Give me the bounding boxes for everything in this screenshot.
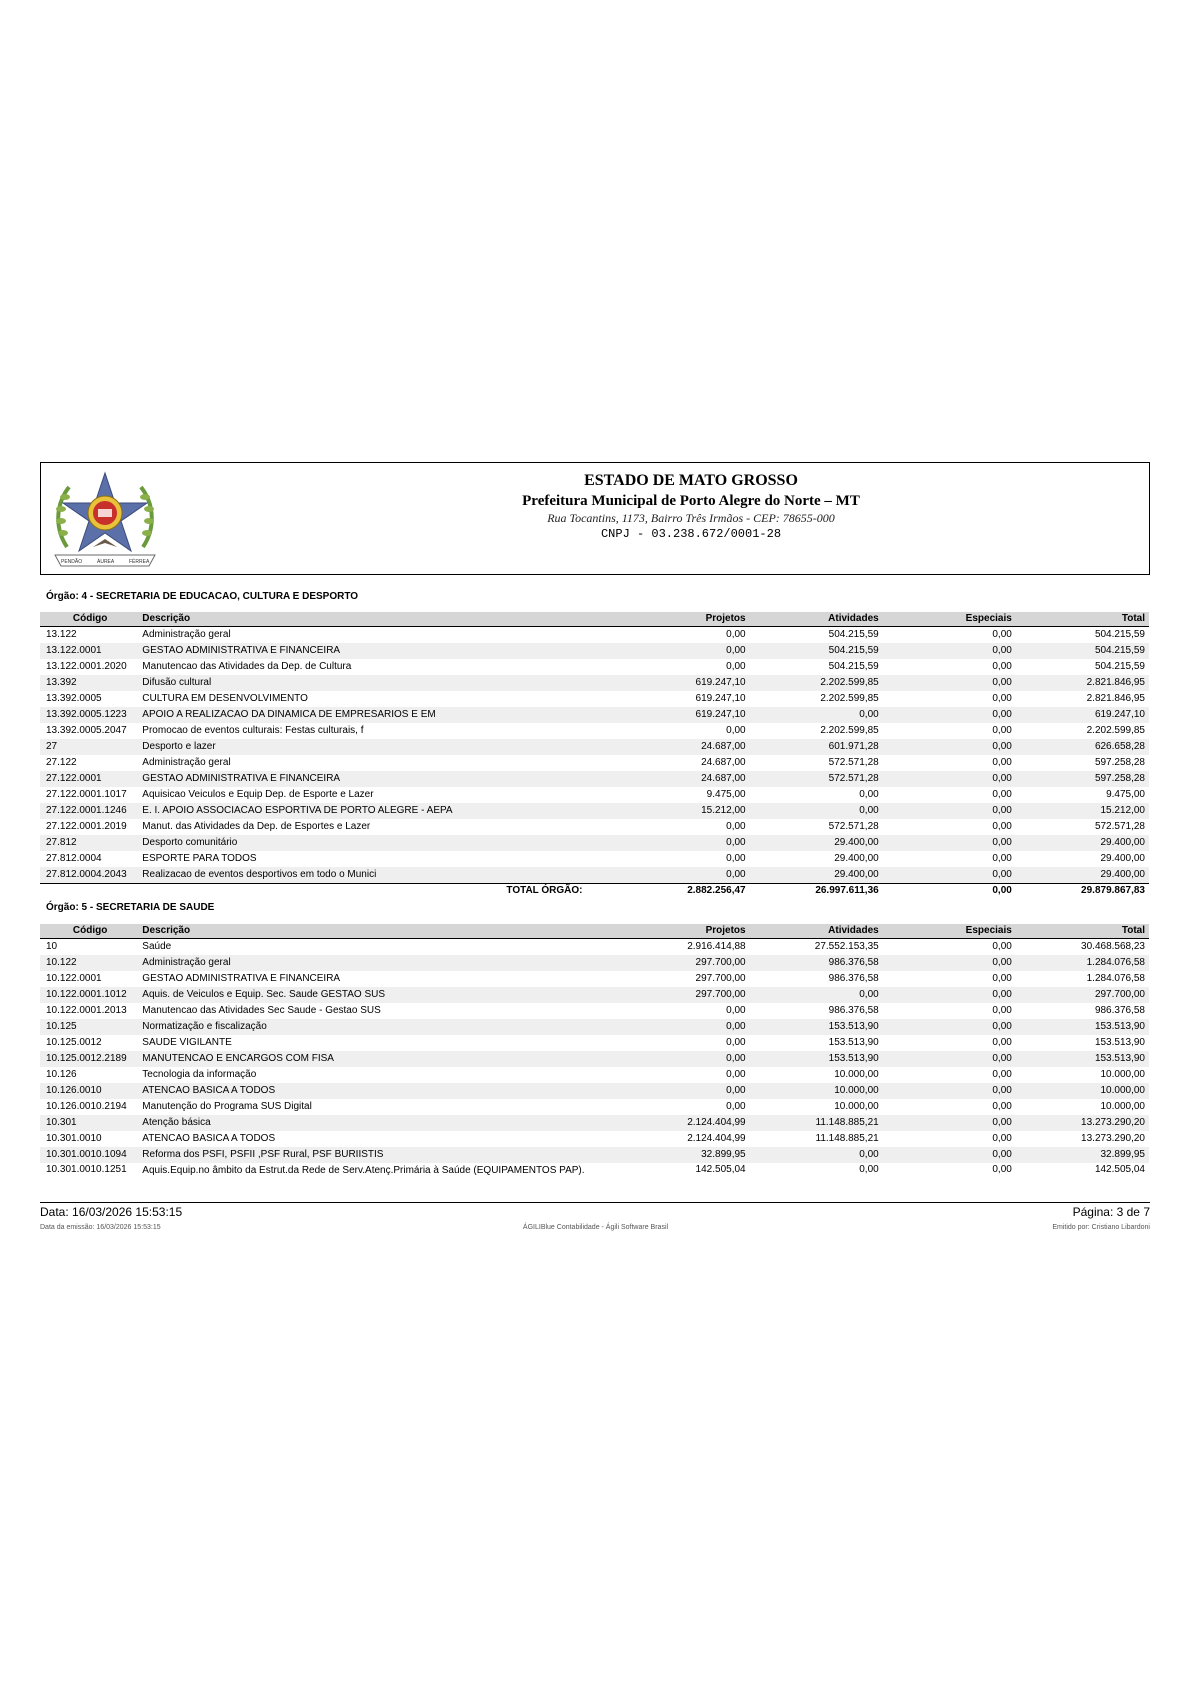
- total-total: 29.879.867,83: [1016, 884, 1149, 899]
- cell-total: 1.284.076,58: [1086, 973, 1145, 984]
- cell-atividades: 29.400,00: [834, 853, 879, 864]
- cell-especiais: 0,00: [883, 867, 1016, 884]
- cell-atividades: 986.376,58: [828, 973, 879, 984]
- cell-projetos: 24.687,00: [701, 757, 746, 768]
- table-row: [40, 867, 1149, 884]
- cell-especiais: 0,00: [883, 1083, 1016, 1099]
- cell-especiais: 0,00: [992, 1005, 1012, 1016]
- table-row: [40, 675, 1149, 691]
- cell-projetos: 2.124.404,99: [687, 1133, 746, 1144]
- cell-projetos: 619.247,10: [695, 693, 746, 704]
- cell-descricao: ESPORTE PARA TODOS: [142, 853, 257, 864]
- cell-total: 2.821.846,95: [1016, 675, 1149, 691]
- cell-atividades: 504.215,59: [828, 629, 879, 640]
- cell-atividades: 572.571,28: [828, 757, 879, 768]
- cell-projetos: 0,00: [726, 853, 746, 864]
- cell-descricao: Administração geral: [138, 955, 616, 971]
- footer-date: Data: 16/03/2026 15:53:15: [40, 1205, 183, 1219]
- cell-codigo: 27.122.0001.2019: [46, 821, 127, 832]
- cell-atividades: 0,00: [750, 1147, 883, 1163]
- report-header: [40, 462, 1150, 575]
- cell-codigo: 10.126: [46, 1069, 77, 1080]
- cell-codigo: 27: [40, 739, 138, 755]
- total-label: TOTAL ÓRGÃO:: [138, 884, 616, 899]
- cell-projetos: 0,00: [726, 821, 746, 832]
- col-header-projetos: Projetos: [617, 612, 750, 627]
- cell-descricao: Desporto e lazer: [138, 739, 616, 755]
- cell-total: 504.215,59: [1016, 643, 1149, 659]
- cell-especiais: 0,00: [992, 789, 1012, 800]
- table-row: [40, 1067, 1149, 1083]
- cell-total: 153.513,90: [1016, 1019, 1149, 1035]
- cell-descricao: Manutencao das Atividades Sec Saude - Gestao SUS: [142, 1005, 381, 1016]
- table-row: [40, 771, 1149, 787]
- cell-total: 9.475,00: [1106, 789, 1145, 800]
- cell-especiais: 0,00: [883, 1115, 1016, 1131]
- cell-atividades: 153.513,90: [750, 1019, 883, 1035]
- cell-atividades: 2.202.599,85: [750, 675, 883, 691]
- cell-descricao: Administração geral: [142, 757, 231, 768]
- table-row: [40, 1099, 1149, 1115]
- cell-codigo: 10.122.0001.1012: [40, 987, 138, 1003]
- cell-total: 597.258,28: [1094, 757, 1145, 768]
- cell-especiais: 0,00: [883, 803, 1016, 819]
- total-projetos: 2.882.256,47: [617, 884, 750, 899]
- cell-projetos: 0,00: [726, 1037, 746, 1048]
- cell-total: 29.400,00: [1016, 867, 1149, 884]
- cell-projetos: 9.475,00: [706, 789, 746, 800]
- footer-software: ÁGILIBlue Contabilidade - Ágili Software Brasil: [522, 1224, 669, 1231]
- cell-total: 10.000,00: [1100, 1101, 1145, 1112]
- cell-descricao: Promocao de eventos culturais: Festas culturais, f: [142, 725, 364, 736]
- cell-descricao: Administração geral: [142, 629, 231, 640]
- cell-atividades: 986.376,58: [828, 1005, 879, 1016]
- table-row: [40, 707, 1149, 723]
- cell-especiais: 0,00: [883, 1019, 1016, 1035]
- cell-especiais: 0,00: [883, 835, 1016, 851]
- cell-projetos: 32.899,95: [617, 1147, 750, 1163]
- cell-codigo: 10.122.0001: [46, 973, 102, 984]
- cell-atividades: 504.215,59: [750, 643, 883, 659]
- cell-descricao: Normatização e fiscalização: [138, 1019, 616, 1035]
- cell-codigo: 10.125.0012: [46, 1037, 102, 1048]
- cell-projetos: 297.700,00: [695, 973, 746, 984]
- cell-descricao: Difusão cultural: [138, 675, 616, 691]
- table-row: [40, 971, 1149, 987]
- table-row: [40, 627, 1149, 644]
- cell-total: 13.273.290,20: [1081, 1133, 1145, 1144]
- cell-descricao: Manutencao das Atividades da Dep. de Cultura: [142, 661, 352, 672]
- cell-descricao: APOIO A REALIZACAO DA DINAMICA DE EMPRESARIOS E EM: [138, 707, 616, 723]
- cell-especiais: 0,00: [883, 771, 1016, 787]
- cell-projetos: 297.700,00: [617, 987, 750, 1003]
- cell-atividades: 572.571,28: [750, 771, 883, 787]
- cell-especiais: 0,00: [992, 1164, 1012, 1175]
- cell-projetos: 0,00: [726, 661, 746, 672]
- cell-projetos: 0,00: [617, 1083, 750, 1099]
- footer-page-number: Página: 3 de 7: [1072, 1205, 1150, 1219]
- cell-especiais: 0,00: [883, 707, 1016, 723]
- col-header-projetos: Projetos: [617, 924, 750, 939]
- cell-atividades: 986.376,58: [750, 955, 883, 971]
- table-row: [40, 1035, 1149, 1051]
- cell-projetos: 0,00: [617, 835, 750, 851]
- cell-atividades: 2.202.599,85: [820, 725, 879, 736]
- cell-descricao: ATENCAO BASICA A TODOS: [142, 1133, 276, 1144]
- table-row: [40, 1019, 1149, 1035]
- cell-codigo: 10: [46, 941, 58, 952]
- cell-descricao: CULTURA EM DESENVOLVIMENTO: [142, 693, 308, 704]
- table-row: [40, 1147, 1149, 1163]
- cell-projetos: 0,00: [617, 1051, 750, 1067]
- col-header-codigo: Código: [40, 924, 138, 939]
- footer-divider: [40, 1202, 1150, 1203]
- footer-emission-date: Data da emissão: 16/03/2026 15:53:15: [40, 1224, 161, 1231]
- cell-projetos: 0,00: [726, 629, 746, 640]
- table-row: [40, 1051, 1149, 1067]
- cell-codigo: 27.812: [40, 835, 138, 851]
- cell-total: 153.513,90: [1094, 1037, 1145, 1048]
- cell-codigo: 13.392: [40, 675, 138, 691]
- col-header-total: Total: [1016, 612, 1149, 627]
- table-row: [40, 803, 1149, 819]
- cell-codigo: 27.812.0004: [46, 853, 102, 864]
- cell-codigo: 13.392.0005: [46, 693, 102, 704]
- table-row: [40, 659, 1149, 675]
- cell-projetos: 0,00: [726, 1101, 746, 1112]
- municipal-coat-of-arms-logo: [49, 469, 161, 569]
- cell-especiais: 0,00: [992, 693, 1012, 704]
- state-name: ESTADO DE MATO GROSSO: [584, 472, 798, 489]
- cell-atividades: 504.215,59: [828, 661, 879, 672]
- table-header-row: [40, 612, 1149, 627]
- cell-codigo: 13.392.0005.2047: [46, 725, 127, 736]
- cell-total: 30.468.568,23: [1081, 941, 1145, 952]
- cell-atividades: 10.000,00: [750, 1083, 883, 1099]
- col-header-total: Total: [1016, 924, 1149, 939]
- cell-projetos: 2.916.414,88: [687, 941, 746, 952]
- cell-atividades: 0,00: [859, 789, 879, 800]
- cell-projetos: 24.687,00: [617, 739, 750, 755]
- table-row: [40, 939, 1149, 956]
- cell-especiais: 0,00: [992, 821, 1012, 832]
- table-header-row: [40, 924, 1149, 939]
- cell-codigo: 10.125.0012.2189: [40, 1051, 138, 1067]
- table-row: [40, 739, 1149, 755]
- orgao-4-title: Órgão: 4 - SECRETARIA DE EDUCACAO, CULTURA E DESPORTO: [46, 591, 359, 602]
- cell-especiais: 0,00: [992, 1133, 1012, 1144]
- cell-total: 297.700,00: [1016, 987, 1149, 1003]
- cell-especiais: 0,00: [992, 725, 1012, 736]
- table-row: [40, 1131, 1149, 1147]
- cell-total: 10.000,00: [1100, 1069, 1145, 1080]
- prefeitura-name: Prefeitura Municipal de Porto Alegre do Norte – MT: [522, 493, 860, 509]
- cell-descricao: Realizacao de eventos desportivos em todo o Munici: [138, 867, 616, 884]
- cell-atividades: 153.513,90: [750, 1051, 883, 1067]
- cell-codigo: 10.125: [40, 1019, 138, 1035]
- cell-total: 15.212,00: [1016, 803, 1149, 819]
- table-row: [40, 1003, 1149, 1019]
- cell-total: 597.258,28: [1016, 771, 1149, 787]
- cell-atividades: 10.000,00: [834, 1069, 879, 1080]
- cell-atividades: 27.552.153,35: [814, 941, 879, 952]
- cell-total: 32.899,95: [1016, 1147, 1149, 1163]
- cell-descricao: MANUTENCAO E ENCARGOS COM FISA: [138, 1051, 616, 1067]
- orgao-5-table: [40, 924, 1149, 1191]
- col-header-atividades: Atividades: [750, 924, 883, 939]
- col-header-descricao: Descrição: [138, 612, 616, 627]
- total-especiais: 0,00: [883, 884, 1016, 899]
- cell-projetos: 619.247,10: [617, 707, 750, 723]
- cell-total: 504.215,59: [1094, 661, 1145, 672]
- cell-atividades: 0,00: [859, 1164, 879, 1175]
- logo-word-2: ÁUREA: [97, 559, 115, 565]
- cell-especiais: 0,00: [883, 1051, 1016, 1067]
- logo-word-1: PENDÃO: [61, 559, 83, 565]
- cell-codigo: 10.126.0010: [40, 1083, 138, 1099]
- cell-codigo: 13.122.0001.2020: [46, 661, 127, 672]
- cell-especiais: 0,00: [992, 1101, 1012, 1112]
- cell-especiais: 0,00: [992, 1069, 1012, 1080]
- header-text-block: [341, 471, 1041, 542]
- cell-total: 1.284.076,58: [1016, 955, 1149, 971]
- cell-descricao: Aquis.Equip.no âmbito da Estrut.da Rede de Serv.Atenç.Primária à Saúde (EQUIPAMENTOS PAP).: [142, 1165, 585, 1176]
- cell-especiais: 0,00: [992, 661, 1012, 672]
- cell-total: 142.505,04: [1094, 1164, 1145, 1175]
- cell-projetos: 142.505,04: [695, 1164, 746, 1175]
- cell-codigo: 13.392.0005.1223: [40, 707, 138, 723]
- cell-total: 572.571,28: [1094, 821, 1145, 832]
- cell-total: 986.376,58: [1094, 1005, 1145, 1016]
- cell-projetos: 0,00: [726, 1005, 746, 1016]
- cell-especiais: 0,00: [883, 987, 1016, 1003]
- cell-descricao: Atenção básica: [138, 1115, 616, 1131]
- table-row: [40, 987, 1149, 1003]
- cell-descricao: Manutenção do Programa SUS Digital: [142, 1101, 312, 1112]
- footer-issued-by: Emitido por: Cristiano Libardoni: [1052, 1224, 1150, 1231]
- cell-atividades: 0,00: [750, 803, 883, 819]
- cell-especiais: 0,00: [992, 941, 1012, 952]
- cell-especiais: 0,00: [883, 955, 1016, 971]
- table-row: [40, 955, 1149, 971]
- cell-especiais: 0,00: [883, 643, 1016, 659]
- cell-descricao: GESTAO ADMINISTRATIVA E FINANCEIRA: [138, 771, 616, 787]
- cell-descricao: ATENCAO BASICA A TODOS: [138, 1083, 616, 1099]
- cell-atividades: 29.400,00: [750, 835, 883, 851]
- cell-codigo: 13.122.0001: [40, 643, 138, 659]
- cell-descricao: E. I. APOIO ASSOCIACAO ESPORTIVA DE PORTO ALEGRE - AEPA: [138, 803, 616, 819]
- cell-especiais: 0,00: [883, 739, 1016, 755]
- logo-word-3: FÉRREA: [129, 559, 150, 565]
- orgao-5-title: Órgão: 5 - SECRETARIA DE SAUDE: [46, 902, 215, 913]
- cell-especiais: 0,00: [992, 757, 1012, 768]
- total-atividades: 26.997.611,36: [750, 884, 883, 899]
- cell-codigo: 10.301.0010.1094: [40, 1147, 138, 1163]
- cell-total: 10.000,00: [1016, 1083, 1149, 1099]
- cell-descricao: Reforma dos PSFI, PSFII ,PSF Rural, PSF BURIISTIS: [138, 1147, 616, 1163]
- table-row: [40, 723, 1149, 739]
- cell-atividades: 601.971,28: [750, 739, 883, 755]
- col-header-descricao: Descrição: [138, 924, 616, 939]
- cell-projetos: 2.124.404,99: [617, 1115, 750, 1131]
- prefeitura-cnpj: CNPJ - 03.238.672/0001-28: [600, 527, 782, 541]
- cell-atividades: 11.148.885,21: [750, 1115, 883, 1131]
- cell-descricao: Aquis. de Veiculos e Equip. Sec. Saude GESTAO SUS: [138, 987, 616, 1003]
- cell-especiais: 0,00: [992, 629, 1012, 640]
- cell-descricao: SAUDE VIGILANTE: [142, 1037, 232, 1048]
- cell-especiais: 0,00: [992, 973, 1012, 984]
- table-row: [40, 643, 1149, 659]
- cell-descricao: Desporto comunitário: [138, 835, 616, 851]
- cell-descricao: GESTAO ADMINISTRATIVA E FINANCEIRA: [142, 973, 341, 984]
- table-row: [40, 1083, 1149, 1099]
- cell-atividades: 0,00: [750, 707, 883, 723]
- cell-codigo: 27.122: [46, 757, 77, 768]
- cell-total: 29.400,00: [1016, 835, 1149, 851]
- cell-projetos: 0,00: [617, 867, 750, 884]
- cell-projetos: 24.687,00: [617, 771, 750, 787]
- cell-codigo: 27.122.0001: [40, 771, 138, 787]
- cell-especiais: 0,00: [883, 675, 1016, 691]
- cell-atividades: 2.202.599,85: [820, 693, 879, 704]
- cell-projetos: 0,00: [617, 1019, 750, 1035]
- col-header-especiais: Especiais: [883, 612, 1016, 627]
- cell-atividades: 572.571,28: [828, 821, 879, 832]
- cell-codigo: 10.122: [40, 955, 138, 971]
- cell-atividades: 0,00: [750, 987, 883, 1003]
- cell-projetos: 619.247,10: [617, 675, 750, 691]
- table-row: [40, 1115, 1149, 1131]
- cell-projetos: 297.700,00: [617, 955, 750, 971]
- cell-codigo: 10.301: [40, 1115, 138, 1131]
- col-header-especiais: Especiais: [883, 924, 1016, 939]
- cell-total: 626.658,28: [1016, 739, 1149, 755]
- prefeitura-address: Rua Tocantins, 1173, Bairro Três Irmãos - CEP: 78655-000: [547, 511, 835, 525]
- table-row: [40, 835, 1149, 851]
- col-header-codigo: Código: [40, 612, 138, 627]
- cell-atividades: 10.000,00: [834, 1101, 879, 1112]
- cell-total: 13.273.290,20: [1016, 1115, 1149, 1131]
- cell-atividades: 153.513,90: [828, 1037, 879, 1048]
- cell-descricao: Manut. das Atividades da Dep. de Esportes e Lazer: [142, 821, 371, 832]
- cell-projetos: 0,00: [617, 643, 750, 659]
- cell-descricao: GESTAO ADMINISTRATIVA E FINANCEIRA: [138, 643, 616, 659]
- cell-codigo: 27.812.0004.2043: [40, 867, 138, 884]
- cell-descricao: Tecnologia da informação: [142, 1069, 257, 1080]
- cell-codigo: 10.301.0010: [46, 1133, 102, 1144]
- orgao-4-table: [40, 612, 1149, 898]
- cell-codigo: 10.122.0001.2013: [46, 1005, 127, 1016]
- cell-atividades: 11.148.885,21: [815, 1133, 879, 1144]
- cell-total: 2.821.846,95: [1086, 693, 1145, 704]
- cell-total: 619.247,10: [1016, 707, 1149, 723]
- cell-total: 153.513,90: [1016, 1051, 1149, 1067]
- cell-atividades: 29.400,00: [750, 867, 883, 884]
- cell-total: 504.215,59: [1094, 629, 1145, 640]
- cell-especiais: 0,00: [992, 1037, 1012, 1048]
- cell-codigo: 10.301.0010.1251: [46, 1164, 127, 1175]
- cell-projetos: 15.212,00: [617, 803, 750, 819]
- cell-descricao: Aquisicao Veiculos e Equip Dep. de Esporte e Lazer: [142, 789, 374, 800]
- cell-codigo: 10.126.0010.2194: [46, 1101, 127, 1112]
- cell-codigo: 27.122.0001.1017: [46, 789, 127, 800]
- table-row: [40, 755, 1149, 771]
- orgao-4-total-row: [40, 884, 1149, 899]
- cell-especiais: 0,00: [992, 853, 1012, 864]
- table-row: [40, 1163, 1149, 1191]
- cell-total: 2.202.599,85: [1086, 725, 1145, 736]
- col-header-atividades: Atividades: [750, 612, 883, 627]
- cell-total: 29.400,00: [1100, 853, 1145, 864]
- cell-especiais: 0,00: [883, 1147, 1016, 1163]
- table-row: [40, 819, 1149, 835]
- cell-projetos: 0,00: [726, 725, 746, 736]
- table-row: [40, 691, 1149, 707]
- cell-projetos: 0,00: [726, 1069, 746, 1080]
- cell-descricao: Saúde: [142, 941, 172, 952]
- table-row: [40, 851, 1149, 867]
- table-row: [40, 787, 1149, 803]
- cell-codigo: 27.122.0001.1246: [40, 803, 138, 819]
- cell-codigo: 13.122: [46, 629, 77, 640]
